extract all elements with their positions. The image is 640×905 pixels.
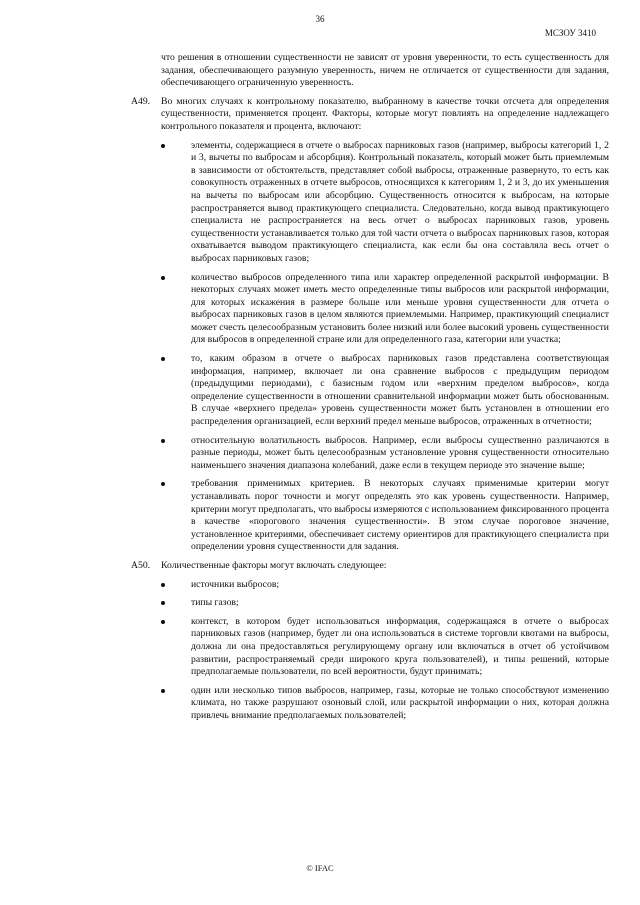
list-item-text: требования применимых критериев. В некоторых случаях применимые критерии могут устанавливать порог точности и могут определять это как уровень существенности. Например, критерии могут предполагать, что выбросы измеряются с использованием фиксированного процента в качестве «порогового значения существенности». В этом случае пороговое значение, установленное критериями, обеспечивает систему ориентиров для практикующего специалиста при определении уровня существенности для задания. bbox=[191, 478, 609, 553]
bullet-icon bbox=[161, 601, 165, 605]
paragraph-intro: Количественные факторы могут включать следующее: bbox=[161, 559, 387, 571]
paragraph-a49 bbox=[131, 95, 609, 134]
list-item bbox=[191, 478, 609, 554]
bullet-icon bbox=[161, 439, 165, 443]
list-item bbox=[191, 140, 609, 266]
list-item-text: количество выбросов определенного типа или характер определенной раскрытой информации. В некоторых случаях может иметь место определенные типы выбросов или раскрытой информации, для которых искажения в размере больше или меньше уровня существенности для отчета о выбросах парниковых газов в целом являются приемлемыми. Например, практикующий специалист может счесть целесообразным установить более низкий или более высокий уровень существенности для выбросов в определенной стране или для определенного газа, категории или участка; bbox=[191, 271, 609, 346]
list-item-text: типы газов; bbox=[191, 597, 239, 609]
list-item-text: один или несколько типов выбросов, например, газы, которые не только способствуют изменению климата, но также разрушают озоновый слой, или раскрытой информации о них, которая должна привлечь внимание предполагаемых пользователей; bbox=[191, 684, 609, 721]
list-item-text: контекст, в котором будет использоваться информация, содержащаяся в отчете о выбросах парниковых газов (например, будет ли она использоваться в системе торговли квотами на выбросы, должна ли она предоставляться регулирующему органу или включаться в отчет об устойчивом развитии, распространяемый среди широкого круга пользователей), и типы решений, которые предполагаемые пользователи, по всей вероятности, будут принимать; bbox=[191, 615, 609, 678]
bullet-icon bbox=[161, 357, 165, 361]
a49-bullet-list bbox=[131, 140, 609, 554]
paragraph-number: A50. bbox=[131, 559, 151, 571]
page-number: 36 bbox=[315, 14, 325, 24]
bullet-icon bbox=[161, 276, 165, 280]
list-item bbox=[191, 579, 609, 592]
page-content bbox=[131, 52, 609, 729]
continuation-paragraph: что решения в отношении существенности не зависят от уровня уверенности, то есть существенность для задания, обеспечивающего разумную уверенность, ничем не отличается от существенности для задания, обеспечивающего ограниченную уверенность. bbox=[161, 52, 609, 89]
bullet-icon bbox=[161, 144, 165, 148]
document-code: МСЗОУ 3410 bbox=[544, 28, 596, 38]
bullet-icon bbox=[161, 689, 165, 693]
paragraph-intro: Во многих случаях к контрольному показателю, выбранному в качестве точки отсчета для определения существенности, применяется процент. Факторы, которые могут повлиять на определение надлежащего контрольного показателя и процента, включают: bbox=[161, 95, 609, 132]
list-item bbox=[191, 435, 609, 473]
a50-bullet-list bbox=[131, 579, 609, 723]
list-item-text: относительную волатильность выбросов. Например, если выбросы существенно различаются в разные периоды, может быть целесообразным установление уровня существенности относительно наименьшего значения диапазона колебаний, даже если в текущем периоде это значение выше; bbox=[191, 434, 609, 471]
bullet-icon bbox=[161, 482, 165, 486]
list-item bbox=[191, 597, 609, 610]
bullet-icon bbox=[161, 620, 165, 624]
list-item-text: элементы, содержащиеся в отчете о выбросах парниковых газов (например, выбросы категорий 1, 2 и 3, вычеты по выбросам и абсорбция). Контрольный показатель, который может быть приемлемым в зависимости от обстоятельств, представляет собой выбросы, отраженные развернуто, то есть как совокупность отраженных в отчете выбросов, относящихся к категориям 1, 2 и 3, до их уменьшения на вычеты по выбросам или абсорбцию. Существенность относится к выбросам, на которые распространяется вывод практикующего специалиста. Следовательно, когда вывод практикующего специалиста не распространяется на весь отчет о выбросах парниковых газов, уровень существенности устанавливается только для той части отчета о выбросах парниковых газов, которая охватывается выводом практикующего специалиста, как если бы она составляла весь отчет о выбросах парниковых газов; bbox=[191, 139, 609, 264]
list-item-text: то, каким образом в отчете о выбросах парниковых газов представлена соответствующая информация, например, включает ли она сравнение выбросов с предыдущим периодом (предыдущими периодами), с базисным годом или «верхним пределом выбросов», когда определение существенности в отношении сравнительной информации может быть обоснованным. В случае «верхнего предела» уровень существенности может быть установлен в отношении его распределения организацией, если верхний предел меньше выбросов, отраженных в отчетности; bbox=[191, 353, 609, 428]
paragraph-number: A49. bbox=[131, 95, 151, 107]
list-item bbox=[191, 616, 609, 679]
paragraph-a50 bbox=[131, 559, 609, 573]
list-item bbox=[191, 685, 609, 723]
footer-copyright: © IFAC bbox=[306, 863, 334, 873]
bullet-icon bbox=[161, 583, 165, 587]
list-item-text: источники выбросов; bbox=[191, 578, 280, 590]
list-item bbox=[191, 353, 609, 429]
list-item bbox=[191, 272, 609, 348]
